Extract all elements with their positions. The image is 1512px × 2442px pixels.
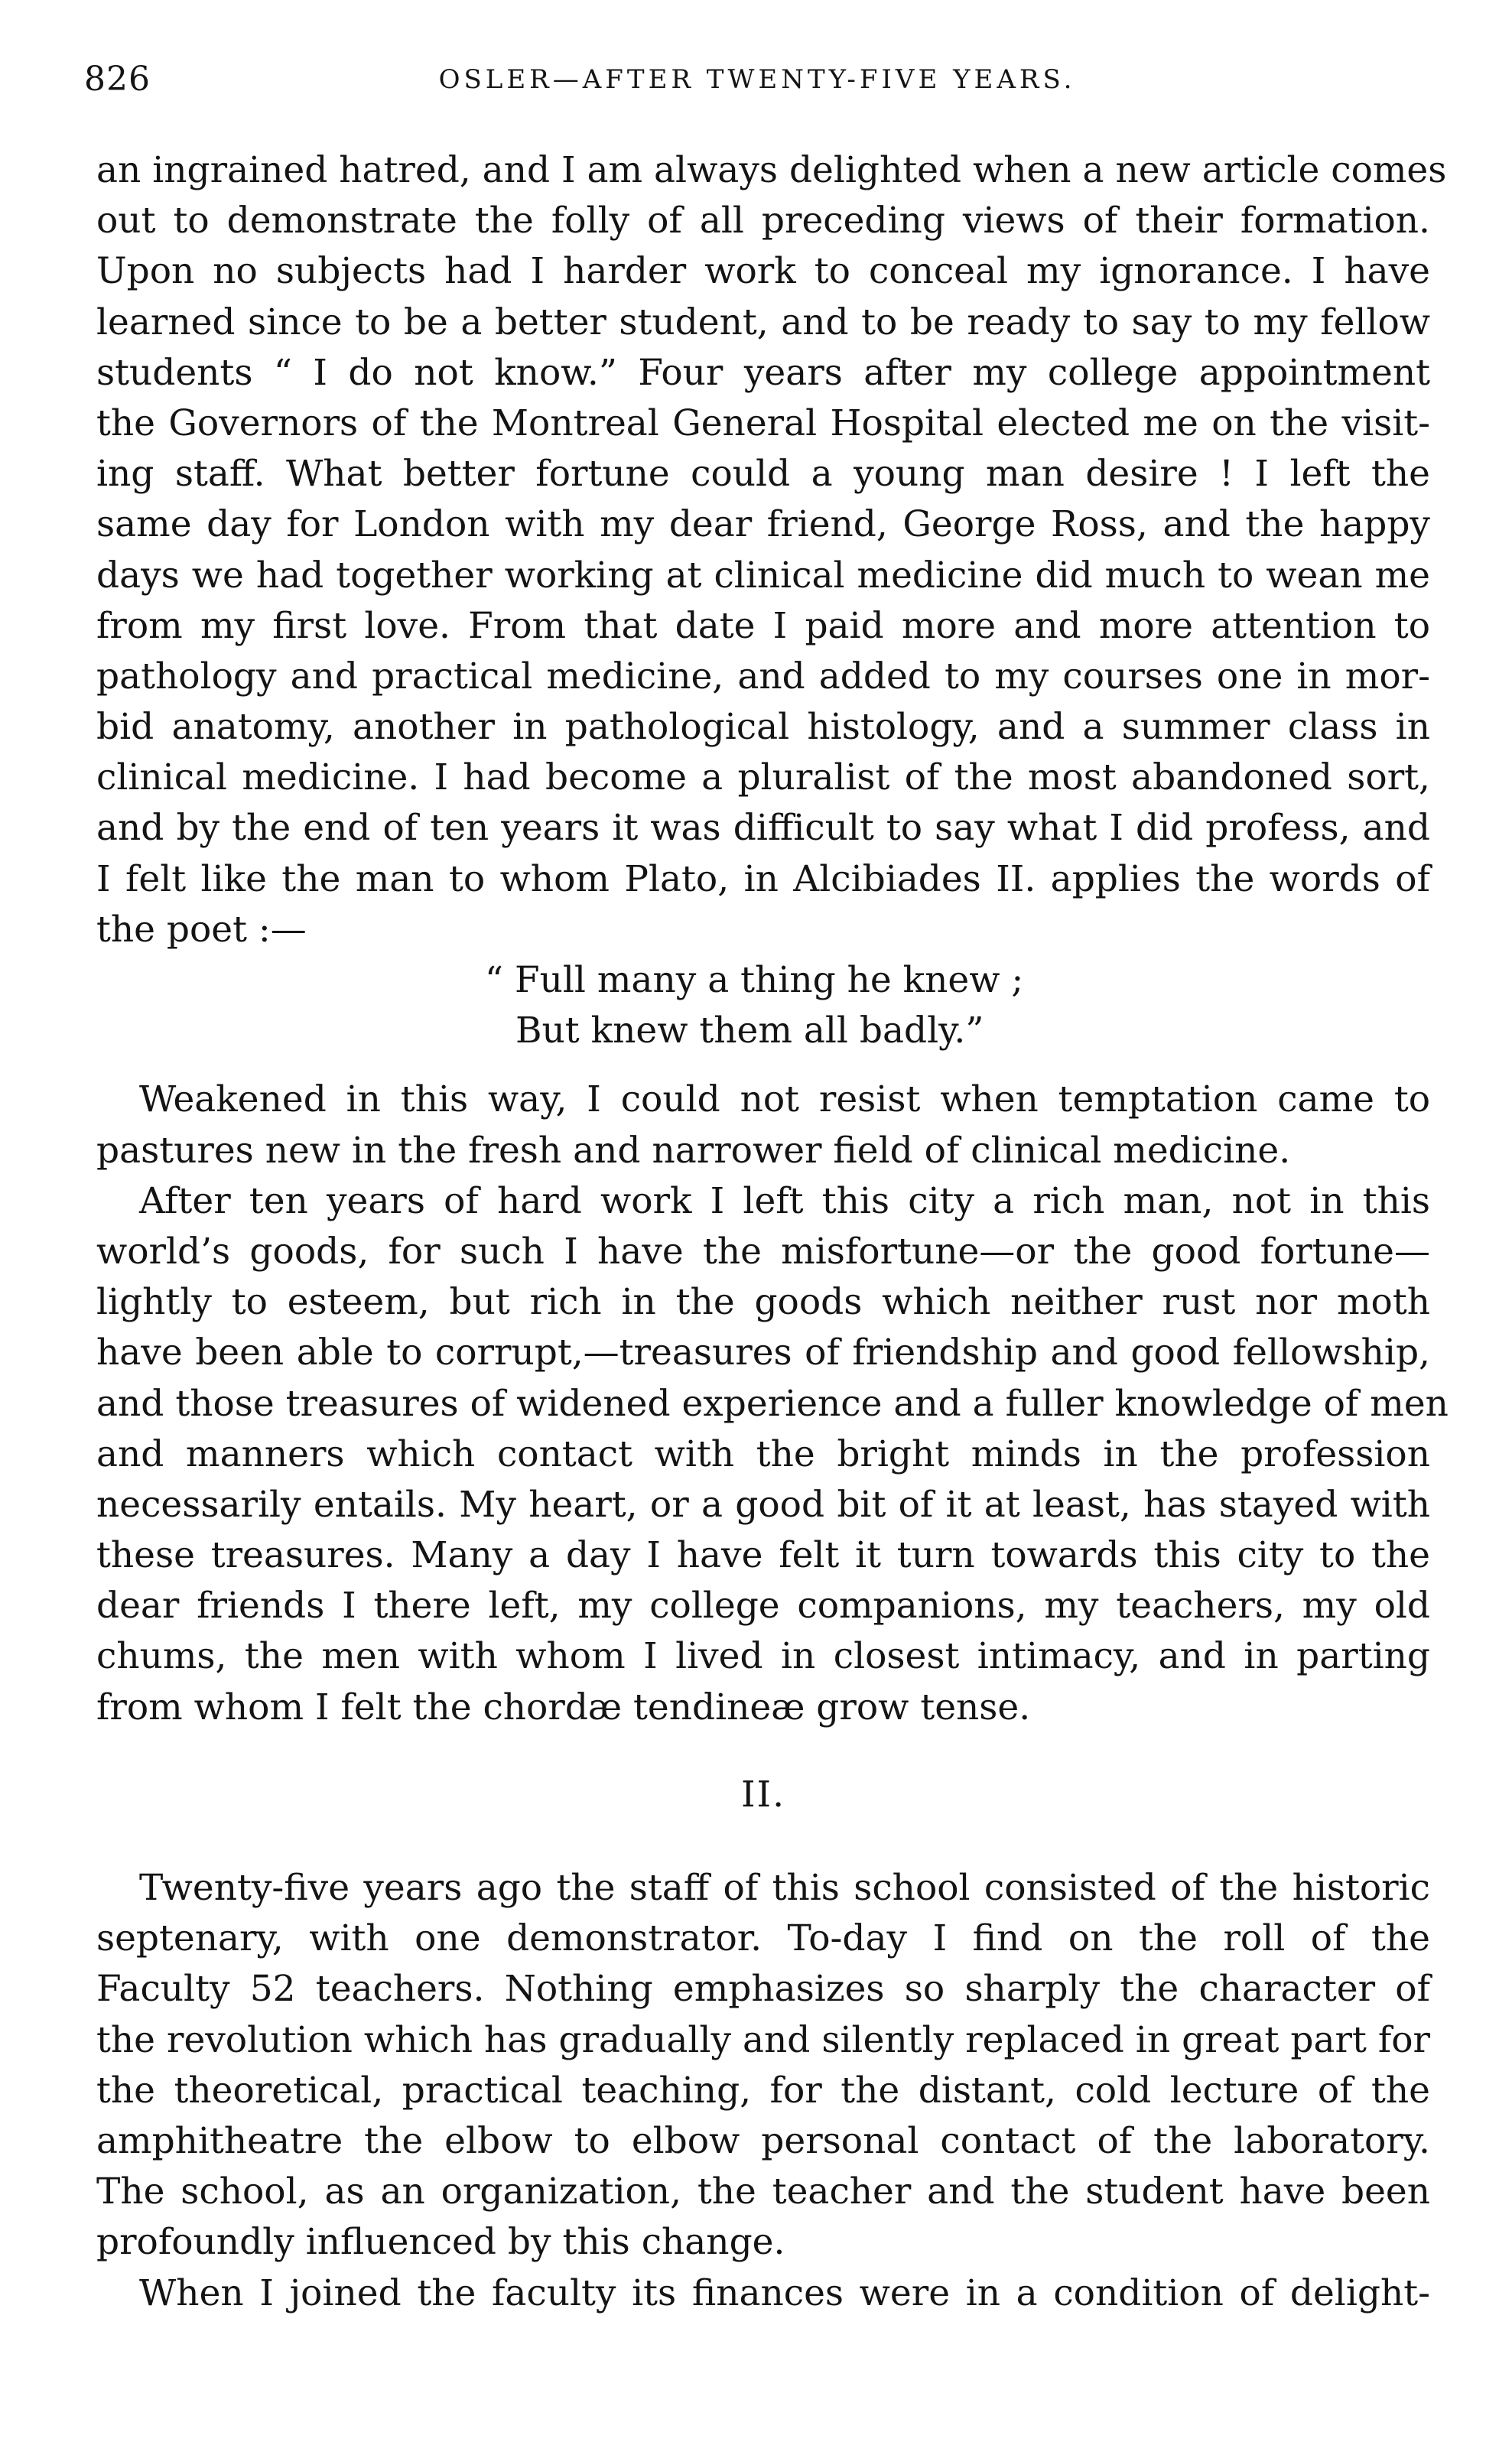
text-line: and by the end of ten years it was difficult to say what I did profess, and [96,807,1430,850]
text-line: have been able to corrupt,—treasures of friendship and good fellowship, [96,1332,1430,1374]
text-line: out to demonstrate the folly of all preceding views of their formation. [96,200,1430,242]
text-line: Faculty 52 teachers. Nothing emphasizes so sharply the character of [96,1968,1430,2011]
text-line: the poet :— [96,908,307,951]
section-heading: II. [740,1773,786,1816]
text-line: from my first love. From that date I paid more and more attention to [96,604,1430,647]
text-line: I felt like the man to whom Plato, in Alcibiades II. applies the words of [96,857,1430,900]
text-line: pastures new in the fresh and narrower field of clinical medicine. [96,1129,1291,1172]
text-line: bid anatomy, another in pathological histology, and a summer class in [96,706,1430,749]
text-line: After ten years of hard work I left this city a rich man, not in this [139,1179,1430,1222]
text-line: amphitheatre the elbow to elbow personal contact of the laboratory. [96,2119,1430,2162]
text-line: world’s goods, for such I have the misfortune—or the good fortune— [96,1230,1430,1273]
text-line: Weakened in this way, I could not resist when temptation came to [139,1078,1430,1121]
text-line: same day for London with my dear friend, George Ross, and the happy [96,503,1430,546]
text-line: Twenty-five years ago the staff of this school consisted of the historic [139,1867,1430,1909]
text-line: days we had together working at clinical medicine did much to wean me [96,554,1430,597]
text-line: from whom I felt the chordæ tendineæ grow tense. [96,1686,1031,1728]
text-line: When I joined the faculty its finances were in a condition of delight- [139,2271,1430,2314]
running-head: OSLER—AFTER TWENTY-FIVE YEARS. [438,64,1076,95]
text-line: ing staff. What better fortune could a young man desire ! I left the [96,453,1430,496]
text-line: learned since to be a better student, and to be ready to say to my fellow [96,301,1430,343]
text-line: students “ I do not know.” Four years after my college appointment [96,351,1430,394]
verse-line: “ Full many a thing he knew ; [485,959,1024,1001]
text-line: an ingrained hatred, and I am always delighted when a new article comes [96,149,1447,191]
text-line: dear friends I there left, my college companions, my teachers, my old [96,1585,1430,1627]
text-line: septenary, with one demonstrator. To-day I find on the roll of the [96,1917,1430,1960]
paragraph-5 [96,2268,1430,2319]
text-line: The school, as an organization, the teacher and the student have been [96,2170,1430,2213]
page-header [84,60,1430,113]
text-line: necessarily entails. My heart, or a good bit of it at least, has stayed with [96,1483,1430,1526]
text-line: the revolution which has gradually and silently replaced in great part for [96,2018,1430,2061]
text-line: and manners which contact with the bright minds in the profession [96,1432,1430,1475]
text-line: these treasures. Many a day I have felt it turn towards this city to the [96,1534,1430,1577]
paragraph-3 [96,1176,1449,1733]
text-line: pathology and practical medicine, and added to my courses one in mor- [96,655,1430,697]
paragraph-1 [96,145,1447,955]
verse-quotation [96,955,1430,1056]
text-line: clinical medicine. I had become a pluralist of the most abandoned sort, [96,756,1430,799]
text-line: Upon no subjects had I harder work to conceal my ignorance. I have [96,250,1430,293]
text-line: lightly to esteem, but rich in the goods which neither rust nor moth [96,1281,1430,1324]
text-line: and those treasures of widened experience and a fuller knowledge of men [96,1382,1449,1425]
text-line: profoundly influenced by this change. [96,2221,785,2264]
paragraph-2 [96,1075,1430,1175]
page-number: 826 [84,60,151,99]
spacer [96,1056,1430,1075]
text-line: chums, the men with whom I lived in closest intimacy, and in parting [96,1635,1430,1678]
verse-line: But knew them all badly.” [515,1010,984,1052]
paragraph-4 [96,1863,1430,2268]
text-line: the Governors of the Montreal General Hospital elected me on the visit- [96,402,1430,444]
text-line: the theoretical, practical teaching, for the distant, cold lecture of the [96,2069,1430,2112]
body-text [96,145,1449,2319]
